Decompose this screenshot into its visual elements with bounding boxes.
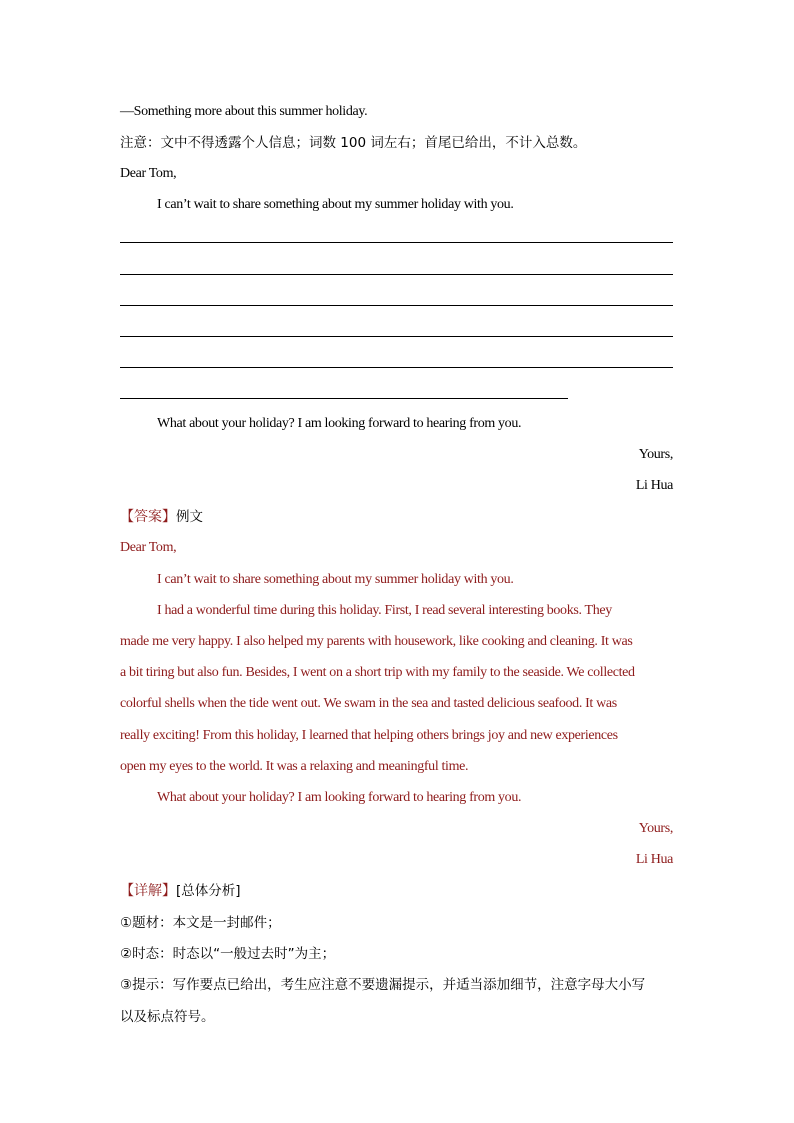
sample-opening: I can’t wait to share something about my summer holiday with you. [157, 572, 514, 587]
answer-blank-line [120, 367, 673, 368]
sample-body-line: made me very happy. I also helped my parents with housework, like cooking and cleaning. It was [120, 634, 633, 649]
sample-body-line: really exciting! From this holiday, I learned that helping others brings joy and new experiences [120, 728, 618, 743]
sample-signoff: Yours, [638, 821, 673, 836]
sample-body-line: a bit tiring but also fun. Besides, I went on a short trip with my family to the seaside. We collected [120, 665, 635, 680]
sample-body-line: colorful shells when the tide went out. We swam in the sea and tasted delicious seafood. It was [120, 696, 617, 711]
writing-note: 注意：文中不得透露个人信息；词数 100 词左右；首尾已给出，不计入总数。 [120, 135, 587, 151]
sample-closing: What about your holiday? I am looking forward to hearing from you. [157, 790, 522, 805]
analysis-heading [120, 881, 673, 902]
letter-signoff: Yours, [638, 447, 673, 462]
letter-greeting: Dear Tom, [120, 166, 177, 181]
analysis-item: ①题材：本文是一封邮件； [120, 915, 281, 931]
answer-label-after: 例文 [176, 509, 203, 525]
sample-signature: Li Hua [635, 852, 673, 867]
answer-blank-line [120, 398, 568, 399]
analysis-item-continuation: 以及标点符号。 [120, 1009, 215, 1025]
sample-greeting: Dear Tom, [120, 540, 177, 555]
answer-heading [120, 507, 673, 528]
letter-signature: Li Hua [635, 478, 673, 493]
analysis-label: 【详解】 [120, 883, 176, 899]
answer-blank-line [120, 242, 673, 243]
sample-body-line: open my eyes to the world. It was a relaxing and meaningful time. [120, 759, 469, 774]
sample-body-line: I had a wonderful time during this holiday. First, I read several interesting books. They [157, 603, 612, 618]
letter-opening: I can’t wait to share something about my summer holiday with you. [157, 197, 514, 212]
topic-line: —Something more about this summer holiday. [120, 104, 368, 119]
analysis-item: ②时态：时态以“一般过去时”为主； [120, 946, 336, 962]
letter-closing: What about your holiday? I am looking forward to hearing from you. [157, 416, 522, 431]
answer-blank-line [120, 305, 673, 306]
analysis-label-after: [总体分析] [176, 883, 241, 899]
answer-blank-line [120, 336, 673, 337]
answer-blank-line [120, 274, 673, 275]
answer-label: 【答案】 [120, 509, 176, 525]
analysis-item: ③提示：写作要点已给出，考生应注意不要遗漏提示，并适当添加细节，注意字母大小写 [120, 977, 646, 993]
